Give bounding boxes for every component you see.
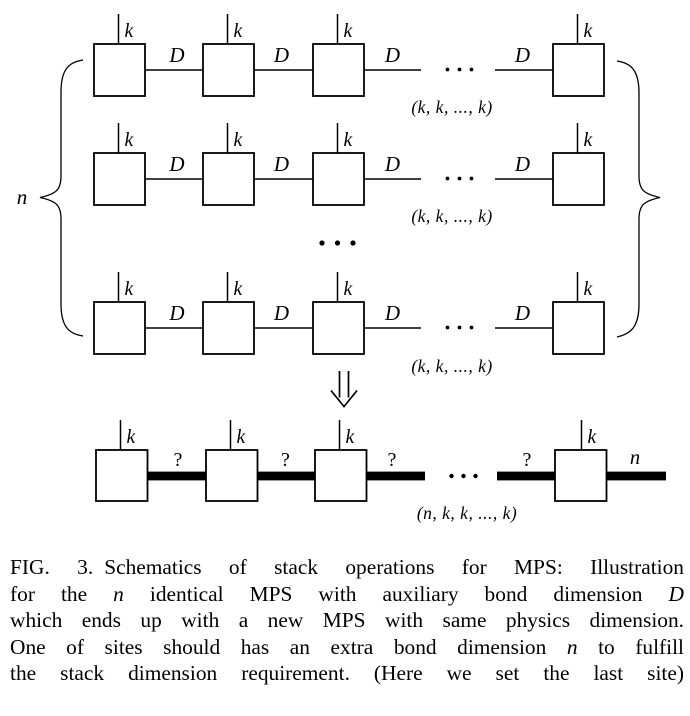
- mps-row-2: [94, 123, 604, 226]
- caption-line: [10, 634, 684, 661]
- physical-dim-label: k: [233, 130, 243, 151]
- physical-dim-label: k: [583, 21, 593, 42]
- result-mps-row: [96, 420, 666, 523]
- caption-line: the stack dimension requirement. (Here we set the last site): [10, 661, 684, 686]
- physical-dim-label: k: [343, 279, 353, 300]
- physical-dim-label: k: [124, 21, 134, 42]
- math-var-D: D: [668, 581, 684, 606]
- rows-ellipsis-dots: [319, 240, 355, 245]
- physical-dim-label: k: [345, 427, 355, 448]
- unknown-bond-label: ?: [281, 449, 290, 471]
- bond-dim-label: D: [514, 301, 531, 325]
- extra-bond-label: n: [629, 447, 641, 469]
- caption-text: to fulfill: [577, 634, 684, 659]
- physical-dim-label: k: [126, 427, 136, 448]
- physical-dim-label: k: [583, 130, 593, 151]
- bond-dim-label: D: [169, 301, 185, 325]
- physical-dim-label: k: [124, 279, 134, 300]
- physical-dim-label: k: [343, 130, 353, 151]
- left-brace: [40, 60, 83, 336]
- bond-dim-label: D: [169, 43, 185, 67]
- figure-caption: [0, 554, 690, 687]
- caption-line: [10, 554, 684, 581]
- shape-tuple-label: (k, k, ..., k): [411, 356, 493, 376]
- right-brace: [617, 61, 660, 337]
- mps-row-3: [94, 272, 604, 376]
- thick-bond-bars: [147, 472, 666, 481]
- caption-text: for the: [10, 581, 114, 606]
- caption-text: identical MPS with auxiliary bond dimension: [123, 581, 669, 606]
- unknown-bond-label: ?: [173, 449, 183, 471]
- bond-dim-label: D: [384, 43, 401, 67]
- stack-count-label: n: [16, 185, 28, 209]
- physical-dim-label: k: [124, 130, 134, 151]
- double-down-arrow: [331, 371, 357, 407]
- caption-line: which ends up with a new MPS with same physics dimension.: [10, 608, 684, 633]
- physical-dim-label: k: [236, 427, 246, 448]
- bond-dim-label: D: [514, 43, 531, 67]
- bond-dim-label: D: [169, 152, 185, 176]
- unknown-bond-label: ?: [387, 449, 397, 471]
- physical-dim-label: k: [583, 279, 593, 300]
- ellipsis-dots: [446, 177, 474, 181]
- math-var-n: n: [113, 581, 124, 606]
- shape-tuple-label: (k, k, ..., k): [411, 206, 493, 226]
- caption-text: One of sites should has an extra bond dimension: [10, 634, 567, 659]
- physical-dim-label: k: [587, 427, 597, 448]
- mps-row-1: [94, 14, 604, 117]
- bond-dim-label: D: [514, 152, 531, 176]
- ellipsis-dots: [446, 326, 474, 330]
- physical-dim-label: k: [233, 21, 243, 42]
- shape-tuple-label: (k, k, ..., k): [411, 97, 493, 117]
- ellipsis-dots: [446, 68, 474, 72]
- result-shape-tuple-label: (n, k, k, ..., k): [416, 503, 518, 523]
- ellipsis-dots: [449, 474, 477, 478]
- bond-dim-label: D: [384, 301, 401, 325]
- physical-dim-label: k: [233, 279, 243, 300]
- bond-dim-label: D: [384, 152, 401, 176]
- figure-number: FIG. 3.: [10, 555, 94, 579]
- physical-dim-label: k: [343, 21, 353, 42]
- caption-text: Schematics of stack operations for MPS: Illustration: [104, 555, 684, 579]
- caption-line: [10, 581, 684, 608]
- bond-dim-label: D: [273, 43, 290, 67]
- bond-dim-label: D: [273, 152, 290, 176]
- math-var-n: n: [566, 634, 578, 659]
- bond-dim-label: D: [273, 301, 290, 325]
- unknown-bond-label: ?: [522, 449, 532, 471]
